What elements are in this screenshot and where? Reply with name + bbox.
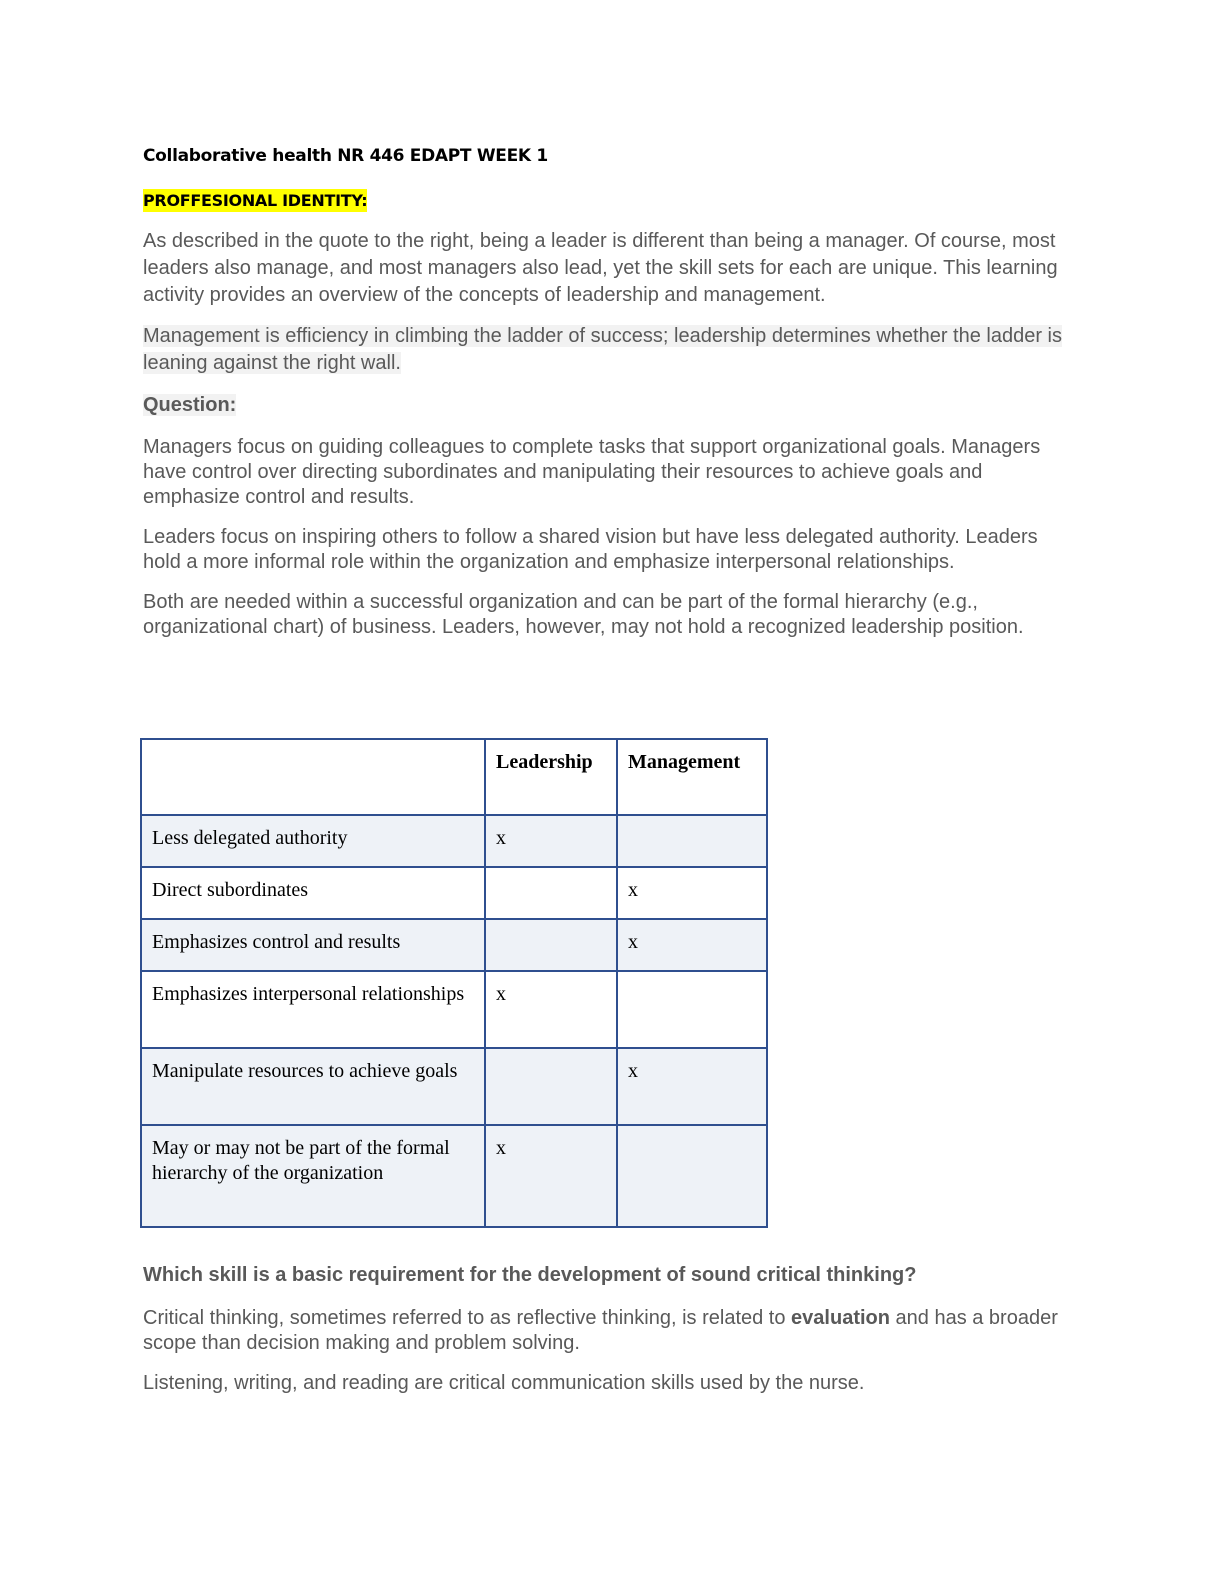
leadership-mark: x [485,1125,617,1227]
quote-paragraph [143,323,1073,377]
management-mark [617,1125,767,1227]
document-page [143,141,1073,1394]
table-header-row [141,739,767,815]
row-label: Direct subordinates [141,867,485,919]
row-label: Emphasizes interpersonal relationships [141,971,485,1048]
leadership-mark: x [485,815,617,867]
leadership-mark [485,1048,617,1125]
leaders-paragraph: Leaders focus on inspiring others to follow a shared vision but have less delegated authority. Leaders hold a more informal role within the organization and emphasize interpersonal relationships. [143,526,1038,573]
management-mark: x [617,1048,767,1125]
document-title: Collaborative health NR 446 EDAPT WEEK 1 [143,146,548,166]
row-label: Manipulate resources to achieve goals [141,1048,485,1125]
table-row [141,919,767,971]
listening-paragraph: Listening, writing, and reading are critical communication skills used by the nurse. [143,1372,865,1394]
critical-text-bold: evaluation [791,1307,890,1329]
management-mark: x [617,867,767,919]
table-row [141,971,767,1048]
comparison-table [140,738,768,1228]
critical-text-before: Critical thinking, sometimes referred to as reflective thinking, is related to [143,1307,792,1329]
header-cell-empty [141,739,485,815]
managers-paragraph: Managers focus on guiding colleagues to complete tasks that support organizational goals. Managers have control over directing subordinates and manipulating their resources to achieve goals and emphasize control and results. [143,436,1041,508]
lower-section [143,1263,1073,1396]
leadership-mark: x [485,971,617,1048]
leadership-mark [485,867,617,919]
both-paragraph: Both are needed within a successful organization and can be part of the formal hierarchy (e.g., organizational chart) of business. Leaders, however, may not hold a recognized leadership position. [143,591,1024,638]
management-mark: x [617,919,767,971]
critical-text-after: and has a broader scope than decision making and problem solving. [143,1307,1058,1354]
leadership-mark [485,919,617,971]
header-cell-management: Management [617,739,767,815]
management-mark [617,971,767,1048]
critical-thinking-paragraph [143,1306,1073,1356]
critical-thinking-question: Which skill is a basic requirement for the development of sound critical thinking? [143,1264,917,1286]
intro-paragraph: As described in the quote to the right, being a leader is different than being a manager. Of course, most leaders also manage, and most managers also lead, yet the skill sets for each are unique. This learning activity provides an overview of the concepts of leadership and management. [143,230,1058,306]
table-row [141,1048,767,1125]
table-row [141,815,767,867]
section-heading [143,186,1073,216]
question-label-text: Question: [143,394,237,416]
row-label: May or may not be part of the formal hierarchy of the organization [141,1125,485,1227]
row-label: Emphasizes control and results [141,919,485,971]
header-cell-leadership: Leadership [485,739,617,815]
table-row [141,1125,767,1227]
highlighted-heading-text: PROFFESIONAL IDENTITY: [143,191,368,210]
management-mark [617,815,767,867]
question-label [143,392,1073,419]
quote-text: Management is efficiency in climbing the ladder of success; leadership determines whether the ladder is leaning against the right wall. [143,325,1063,374]
row-label: Less delegated authority [141,815,485,867]
table-row [141,867,767,919]
